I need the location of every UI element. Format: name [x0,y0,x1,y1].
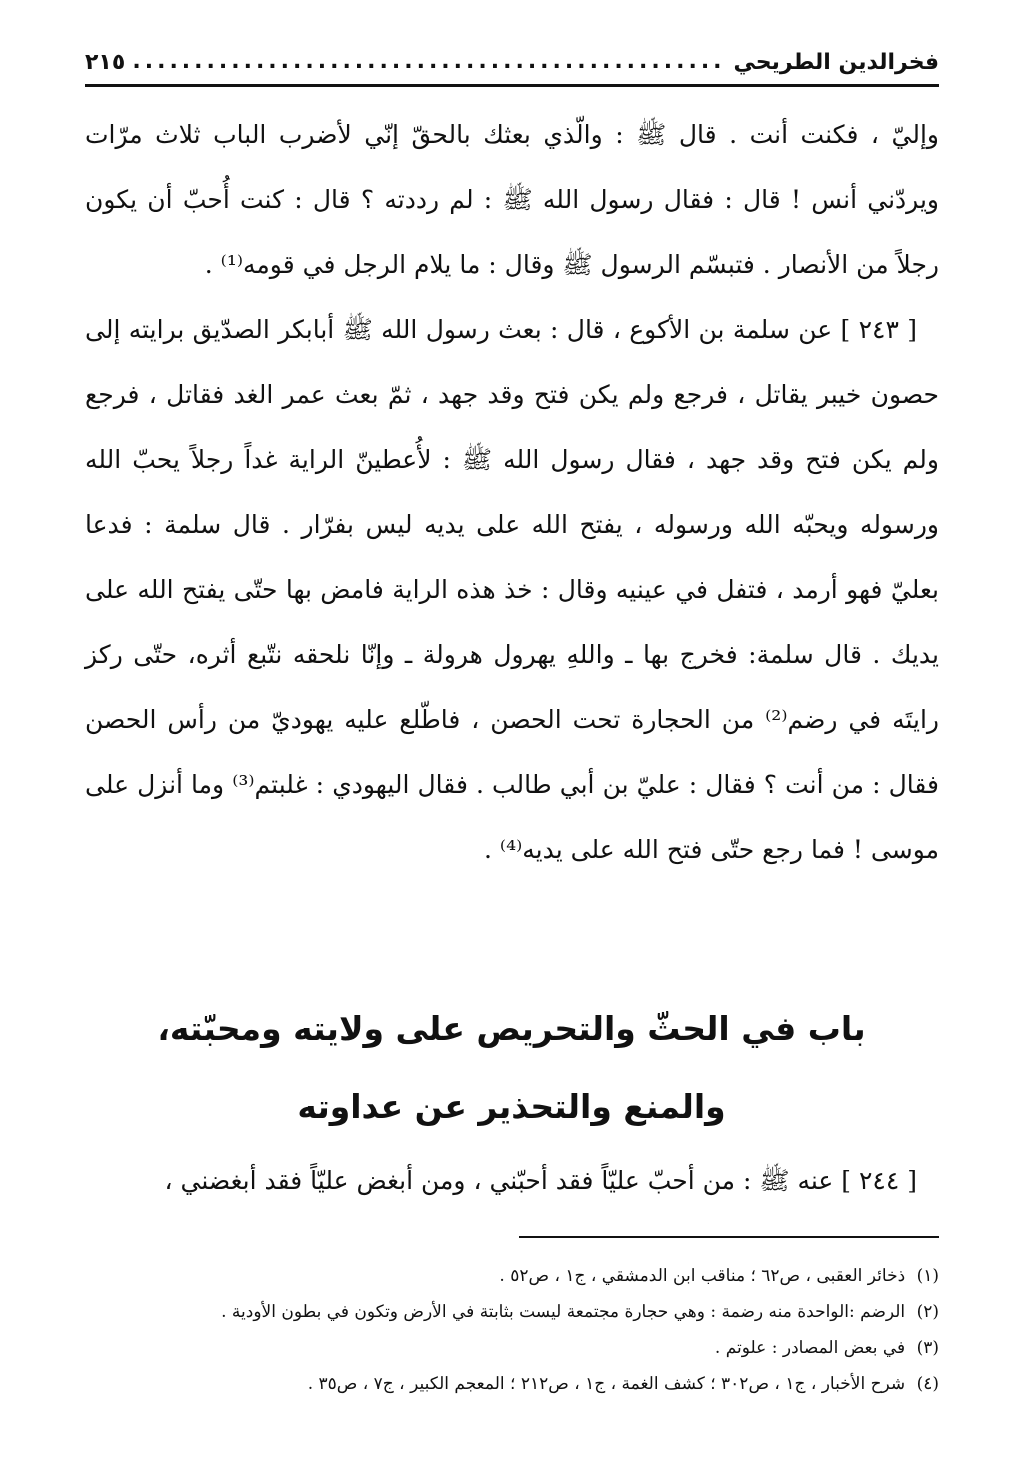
footnote-text: شرح الأخبار ، ج١ ، ص٣٠٢ ؛ كشف الغمة ، ج١ ، ص٢١٢ ؛ المعجم الكبير ، ج٧ ، ص٣٥ . [307,1374,906,1394]
footnotes [85,1258,939,1402]
running-header [85,40,939,87]
footnote [85,1294,939,1330]
footnote-number: (١) [916,1266,939,1286]
footnote-text: ذخائر العقبى ، ص٦٢ ؛ مناقب ابن الدمشقي ، ج١ ، ص٥٢ . [499,1266,906,1286]
body-text-after-title [85,1148,939,1213]
paragraph-hadith-244: [ ٢٤٤ ] عنه ﷺ : من أحبّ عليّاً فقد أحبّني ، ومن أبغض عليّاً فقد أبغضني ، [164,1166,917,1195]
chapter-title [100,990,923,1146]
chapter-title-line-1: باب في الحثّ والتحريص على ولايته ومحبّته، [157,1009,866,1048]
footnote-text: في بعض المصادر : علوتم . [714,1338,906,1358]
paragraph-continuation: وإليّ ، فكنت أنت . قال ﷺ : والّذي بعثك بالحقّ إنّي لأضرب الباب ثلاث مرّات ويردّني أنس ! قال : فقال رسول الله ﷺ : لم رددته ؟ قال : كنت أُحبّ أن يكون رجلاً من الأنصار . فتبسّم الرسول ﷺ وقال : ما يلام الرجل في قومه⁽¹⁾ . [85,120,939,279]
header-leader-dots [133,51,725,73]
page-number: ٢١٥ [85,49,126,75]
running-header-title: فخرالدين الطريحي [733,49,939,75]
footnote [85,1330,939,1366]
footnote [85,1366,939,1402]
footnote-number: (٤) [916,1374,939,1394]
footnote-separator [519,1236,939,1238]
chapter-title-line-2: والمنع والتحذير عن عداوته [297,1087,726,1126]
footnote-number: (٢) [916,1302,939,1322]
footnote-text: الرضم :الواحدة منه رضمة : وهي حجارة مجتمعة ليست بثابتة في الأرض وتكون في بطون الأودية . [221,1302,906,1322]
paragraph-hadith-243: [ ٢٤٣ ] عن سلمة بن الأكوع ، قال : بعث رسول الله ﷺ أبابكر الصدّيق برايته إلى حصون خيبر يقاتل ، فرجع ولم يكن فتح وقد جهد ، ثمّ بعث عمر الغد فقاتل ، فرجع ولم يكن فتح وقد جهد ، فقال رسول الله ﷺ : لأُعطينّ الراية غداً رجلاً يحبّ الله ورسوله ويحبّه الله ورسوله ، يفتح الله على يديه ليس بفرّار . قال سلمة : فدعا بعليّ فهو أرمد ، فتفل في عينيه وقال : خذ هذه الراية فامض بها حتّى يفتح الله على يديك . قال سلمة: فخرج بها ـ واللهِ يهرول هرولة ـ وإنّا نلحقه نتّبع أثره، حتّى ركز رايتَه في رضم⁽²⁾ من الحجارة تحت الحصن ، فاطّلع عليه يهوديّ من رأس الحصن فقال : من أنت ؟ فقال : عليّ بن أبي طالب . فقال اليهودي : غلبتم⁽³⁾ وما أنزل على موسى ! فما رجع حتّى فتح الله على يديه⁽⁴⁾ . [85,315,939,864]
footnote [85,1258,939,1294]
footnote-number: (٣) [916,1338,939,1358]
body-text [85,102,939,882]
